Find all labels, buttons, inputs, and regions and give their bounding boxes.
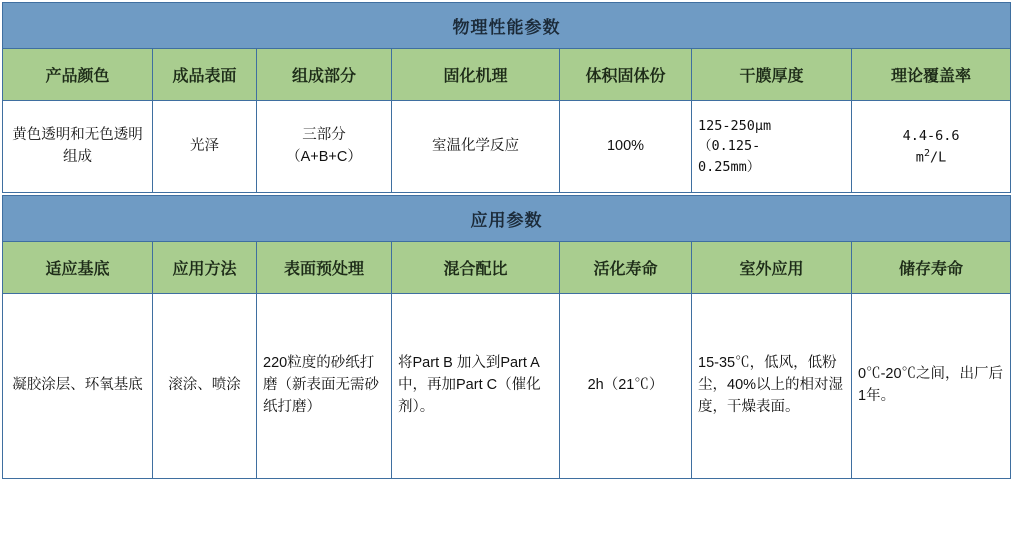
cell-volume-solids: 100% — [560, 101, 692, 193]
cell-shelf-life: 0℃-20℃之间，出厂后1年。 — [852, 294, 1011, 479]
section-title-application: 应用参数 — [3, 196, 1011, 242]
cell-cure-mechanism: 室温化学反应 — [392, 101, 560, 193]
header-finish: 成品表面 — [153, 49, 257, 101]
coverage-unit-per-liter: /L — [929, 149, 947, 166]
header-components: 组成部分 — [257, 49, 392, 101]
cell-dft-line2: （0.125- — [698, 138, 761, 155]
header-surface-prep: 表面预处理 — [257, 242, 392, 294]
application-parameters-table — [2, 195, 1011, 479]
table-row — [3, 294, 1011, 479]
header-dry-film-thickness: 干膜厚度 — [692, 49, 852, 101]
header-product-color: 产品颜色 — [3, 49, 153, 101]
table-row-headers — [3, 242, 1011, 294]
header-cure-mechanism: 固化机理 — [392, 49, 560, 101]
cell-finish: 光泽 — [153, 101, 257, 193]
cell-components-line1: 三部分 — [302, 126, 346, 143]
cell-product-color: 黄色透明和无色透明组成 — [3, 101, 153, 193]
table-row — [3, 101, 1011, 193]
header-pot-life: 活化寿命 — [560, 242, 692, 294]
cell-outdoor-use: 15-35℃，低风，低粉尘，40%以上的相对湿度，干燥表面。 — [692, 294, 852, 479]
cell-substrate: 凝胶涂层、环氧基底 — [3, 294, 153, 479]
header-application-method: 应用方法 — [153, 242, 257, 294]
cell-pot-life: 2h（21℃） — [560, 294, 692, 479]
table-row-section-title — [3, 196, 1011, 242]
cell-dry-film-thickness — [692, 101, 852, 193]
section-title-physical: 物理性能参数 — [3, 3, 1011, 49]
table-row-headers — [3, 49, 1011, 101]
cell-surface-prep: 220粒度的砂纸打磨（新表面无需砂纸打磨） — [257, 294, 392, 479]
cell-components — [257, 101, 392, 193]
header-mix-ratio: 混合配比 — [392, 242, 560, 294]
cell-mix-ratio: 将Part B 加入到Part A中，再加Part C（催化剂）。 — [392, 294, 560, 479]
header-shelf-life: 储存寿命 — [852, 242, 1011, 294]
header-substrate: 适应基底 — [3, 242, 153, 294]
table-row-section-title — [3, 3, 1011, 49]
physical-properties-table — [2, 2, 1011, 193]
coverage-unit-exponent: 2 — [923, 147, 930, 159]
coverage-unit-m: m — [915, 149, 924, 166]
cell-coverage-line1: 4.4-6.6 — [902, 127, 960, 144]
spec-sheet — [0, 2, 1012, 538]
cell-dft-line1: 125-250μm — [698, 118, 772, 135]
cell-application-method: 滚涂、喷涂 — [153, 294, 257, 479]
cell-coverage-line2 — [858, 146, 1004, 168]
cell-theoretical-coverage — [852, 101, 1011, 193]
header-outdoor-use: 室外应用 — [692, 242, 852, 294]
cell-dft-line3: 0.25mm） — [698, 158, 761, 175]
cell-components-line2: （A+B+C） — [286, 148, 362, 165]
header-theoretical-coverage: 理论覆盖率 — [852, 49, 1011, 101]
header-volume-solids: 体积固体份 — [560, 49, 692, 101]
